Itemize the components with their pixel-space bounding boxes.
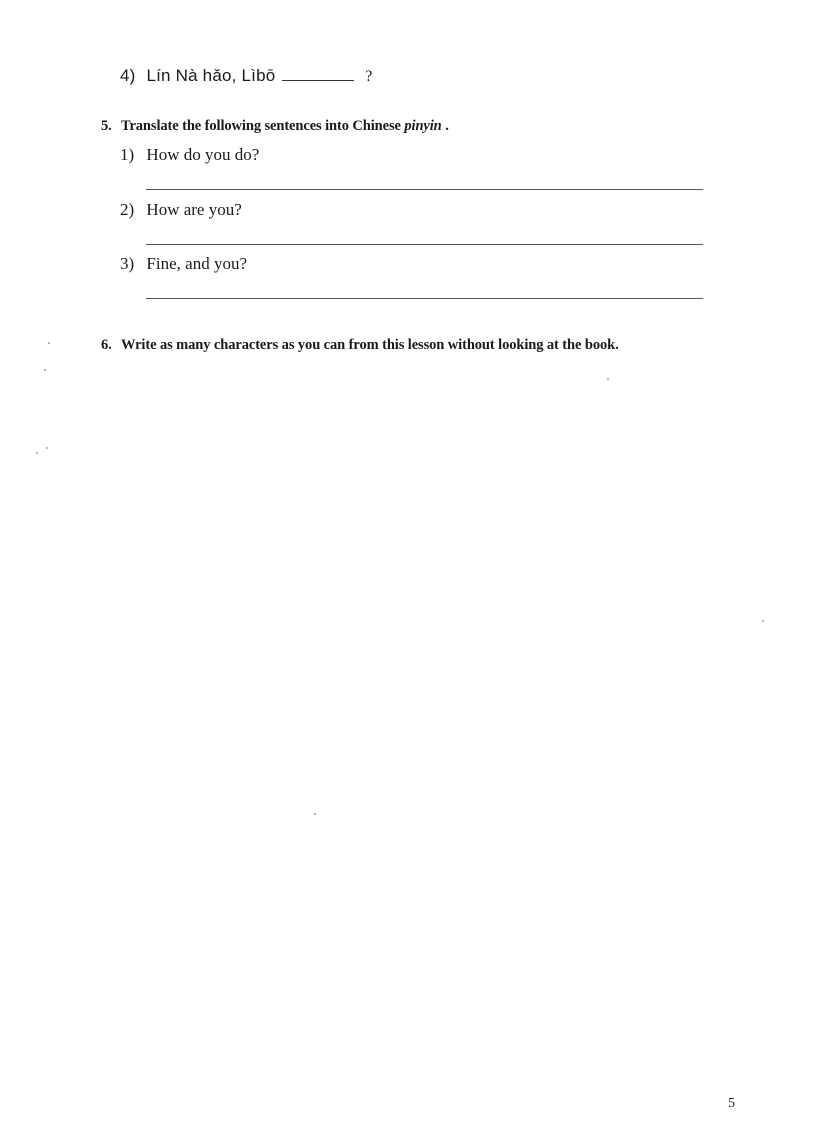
item-text: How do you do?: [146, 145, 260, 164]
section-5-heading: [101, 118, 449, 135]
exercise-4-item: [120, 66, 373, 86]
item-number: 1): [120, 145, 135, 164]
scan-speck: [44, 369, 46, 371]
writing-area[interactable]: [100, 370, 710, 1070]
item-text: Lín Nà hǎo, Lìbō: [146, 66, 276, 85]
answer-line-3[interactable]: [146, 298, 703, 299]
item-number: 3): [120, 254, 135, 273]
section-6-heading: [101, 337, 619, 354]
section-number: 5.: [101, 118, 112, 134]
question-mark: ?: [365, 68, 373, 85]
scan-speck: [314, 813, 316, 815]
section-instruction-italic: pinyin: [404, 118, 442, 134]
translation-item-1: [120, 145, 259, 165]
section-number: 6.: [101, 337, 112, 353]
page-number: 5: [728, 1096, 735, 1111]
scan-speck: [762, 620, 764, 622]
scan-speck: [48, 342, 50, 344]
section-instruction: Translate the following sentences into Chinese: [120, 118, 401, 134]
translation-item-3: [120, 254, 247, 274]
scan-speck: [607, 378, 609, 380]
translation-item-2: [120, 200, 242, 220]
item-text: Fine, and you?: [146, 254, 247, 273]
answer-line-1[interactable]: [146, 189, 703, 190]
item-text: How are you?: [146, 200, 242, 219]
fill-in-blank[interactable]: [282, 66, 354, 81]
section-instruction: Write as many characters as you can from this lesson without looking at the book.: [120, 337, 619, 353]
item-number: 4): [120, 66, 136, 85]
answer-line-2[interactable]: [146, 244, 703, 245]
item-number: 2): [120, 200, 135, 219]
section-instruction-end: .: [445, 118, 449, 134]
scan-speck: [36, 452, 38, 454]
scan-speck: [46, 447, 48, 449]
